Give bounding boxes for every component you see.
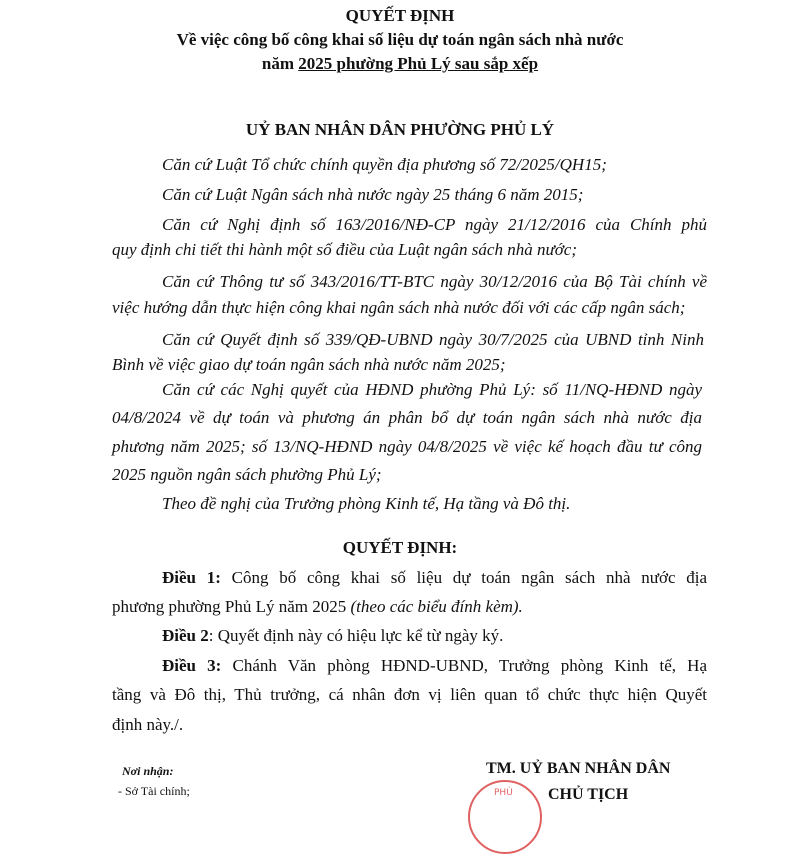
document-title: QUYẾT ĐỊNH — [345, 6, 455, 25]
subtitle-line2-prefix: năm — [261, 54, 295, 73]
subtitle-line2-underlined: 2025 phường Phủ Lý sau sắp xếp — [298, 54, 539, 73]
basis-line: quy định chi tiết thi hành một số điều của Luật ngân sách nhà nước; — [112, 240, 578, 259]
issuing-agency: UỶ BAN NHÂN DÂN PHƯỜNG PHỦ LÝ — [245, 120, 555, 139]
decision-heading: QUYẾT ĐỊNH: — [342, 538, 458, 557]
basis-line: Căn cứ Luật Tổ chức chính quyền địa phương số 72/2025/QH15; — [162, 155, 607, 174]
article-1-label: Điều 1: — [162, 568, 221, 587]
basis-line: phương năm 2025; số 13/NQ-HĐND ngày 04/8/2025 về việc kế hoạch đầu tư công — [112, 437, 702, 456]
signature-title: TM. UỶ BAN NHÂN DÂN — [486, 760, 671, 777]
article-3-line1 — [162, 656, 707, 676]
article-3-label: Điều 3: — [162, 656, 222, 675]
article-1-attachment-note: (theo các biểu đính kèm). — [350, 597, 523, 616]
basis-line: Căn cứ Luật Ngân sách nhà nước ngày 25 tháng 6 năm 2015; — [162, 185, 584, 204]
article-3-text: Chánh Văn phòng HĐND-UBND, Trưởng phòng Kinh tế, Hạ — [232, 656, 707, 675]
basis-line: Bình về việc giao dự toán ngân sách nhà nước năm 2025; — [112, 355, 506, 374]
article-2-text: : Quyết định này có hiệu lực kể từ ngày ký. — [208, 626, 504, 645]
seal-text: PHÙ — [494, 788, 513, 798]
basis-line: Căn cứ Quyết định số 339/QĐ-UBND ngày 30/7/2025 của UBND tỉnh Ninh — [162, 330, 704, 349]
article-3-line3: định này./. — [112, 715, 184, 734]
article-1-line1 — [162, 568, 707, 588]
document-subtitle-line1: Về việc công bố công khai số liệu dự toán ngân sách nhà nước — [176, 30, 624, 49]
basis-line: Căn cứ Nghị định số 163/2016/NĐ-CP ngày 21/12/2016 của Chính phủ — [162, 215, 707, 234]
basis-line: việc hướng dẫn thực hiện công khai ngân sách nhà nước đối với các cấp ngân sách; — [112, 298, 686, 317]
basis-line: 2025 nguồn ngân sách phường Phủ Lý; — [112, 465, 382, 484]
article-1-text-cont: phương phường Phủ Lý năm 2025 — [112, 597, 347, 616]
document-subtitle-line2 — [0, 52, 800, 76]
article-1-line2 — [112, 597, 523, 617]
article-2 — [162, 626, 503, 646]
recipients-heading: Nơi nhận: — [122, 764, 174, 778]
document-title-block — [0, 4, 800, 76]
signature-role: CHỦ TỊCH — [548, 786, 629, 803]
basis-line: Theo đề nghị của Trưởng phòng Kinh tế, Hạ tầng và Đô thị. — [162, 494, 571, 513]
official-seal — [468, 780, 542, 854]
basis-line: 04/8/2024 về dự toán và phương án phân bổ dự toán ngân sách nhà nước địa — [112, 408, 702, 427]
article-3-line2: tầng và Đô thị, Thủ trưởng, cá nhân đơn vị liên quan tổ chức thực hiện Quyết — [112, 685, 707, 704]
article-2-label: Điều 2 — [162, 626, 209, 645]
recipient-item: - Sở Tài chính; — [118, 784, 190, 798]
basis-line: Căn cứ các Nghị quyết của HĐND phường Phủ Lý: số 11/NQ-HĐND ngày — [162, 380, 702, 399]
article-1-text: Công bố công khai số liệu dự toán ngân sách nhà nước địa — [231, 568, 707, 587]
basis-line: Căn cứ Thông tư số 343/2016/TT-BTC ngày 30/12/2016 của Bộ Tài chính về — [162, 272, 707, 291]
